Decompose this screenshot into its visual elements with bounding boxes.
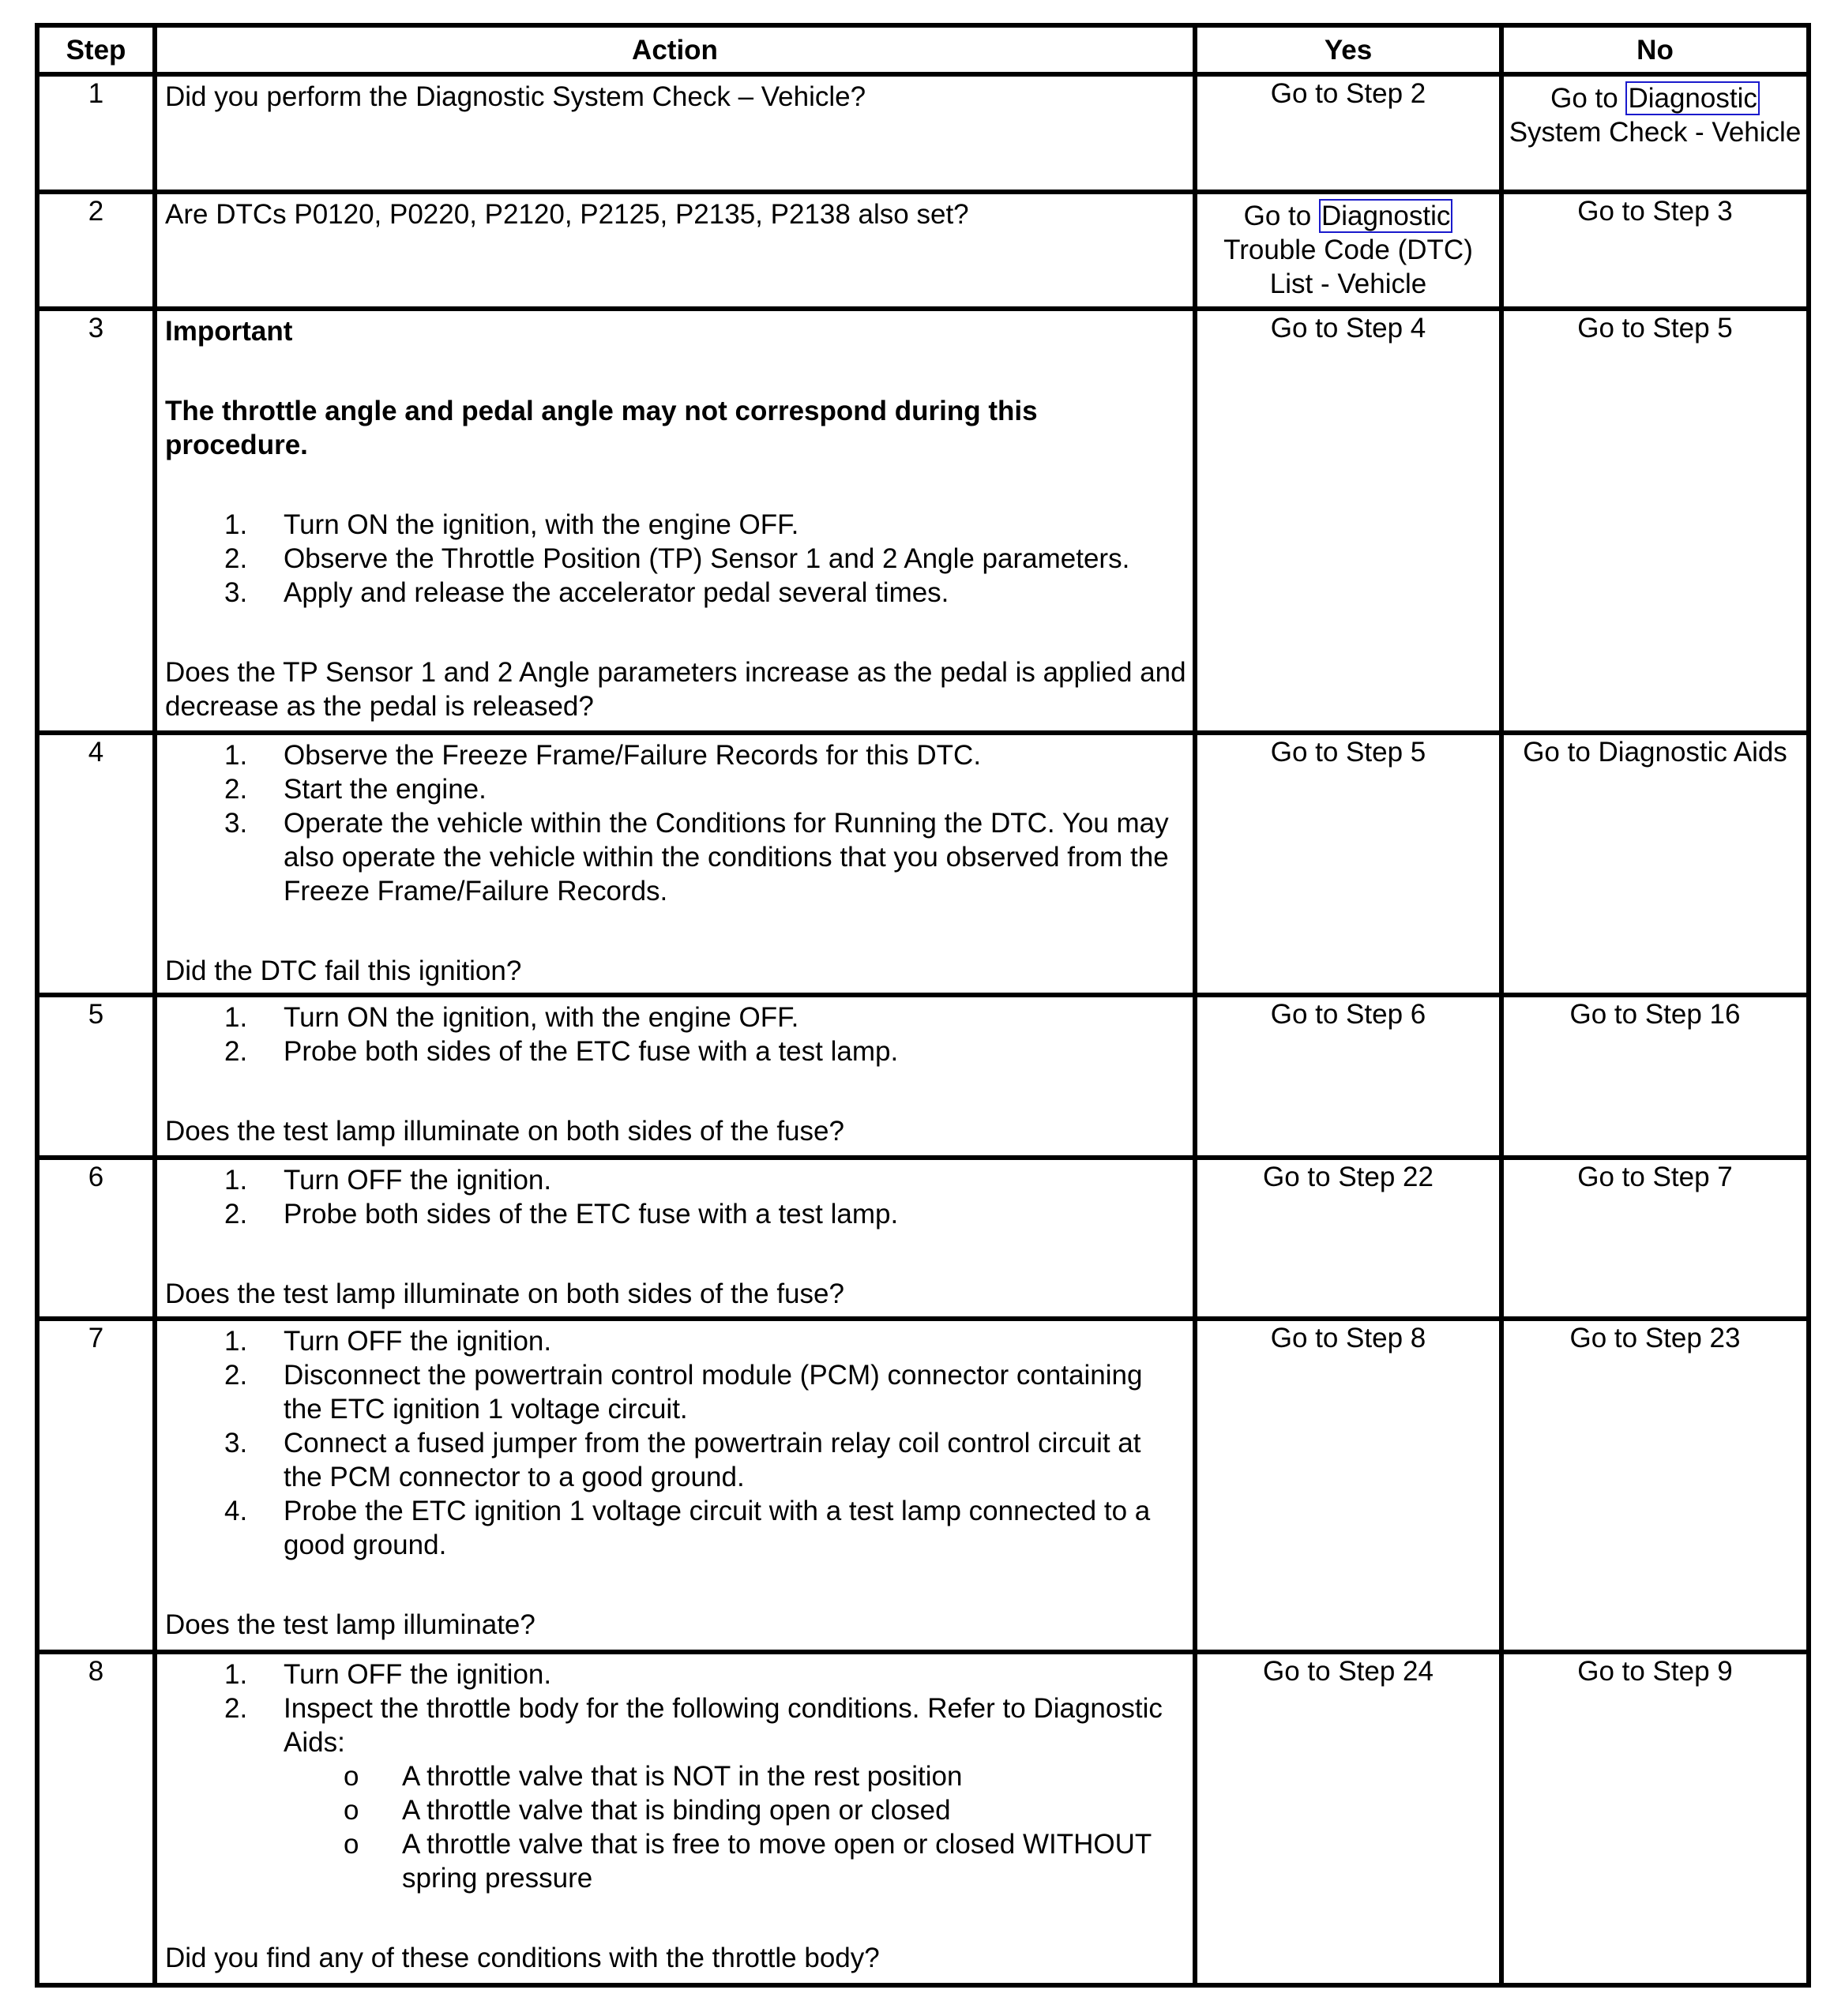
action-cell [155, 995, 1195, 1158]
yes-cell[interactable] [1195, 1158, 1501, 1319]
no-cell[interactable] [1501, 309, 1809, 733]
procedure-item: 1. Turn OFF the ignition. [224, 1326, 552, 1357]
no-cell: Go to Diagnostic System Check - Vehicle [1501, 74, 1809, 192]
header-action: Action [155, 25, 1195, 74]
step-number: 3 [37, 309, 155, 733]
no-cell[interactable] [1501, 733, 1809, 995]
condition-item: o A throttle valve that is free to move open or closed WITHOUT spring pressure [344, 1829, 1152, 1894]
yes-link[interactable]: Go to Step 5 [1270, 737, 1426, 768]
procedure-item: 2. Probe both sides of the ETC fuse with a test lamp. [224, 1199, 899, 1229]
question-text: Did the DTC fail this ignition? [165, 955, 522, 986]
question-text: Did you find any of these conditions with the throttle body? [165, 1943, 880, 1973]
no-cell[interactable] [1501, 1158, 1809, 1319]
yes-link[interactable]: Go to Step 24 [1263, 1656, 1434, 1687]
step-number: 5 [37, 995, 155, 1158]
step-number: 7 [37, 1319, 155, 1652]
procedure-item: 3. Apply and release the accelerator pedal several times. [224, 577, 949, 608]
procedure-item: 3. Connect a fused jumper from the powertrain relay coil control circuit at the PCM connector to a good ground. [224, 1428, 1141, 1492]
procedure-item: 2. Inspect the throttle body for the following conditions. Refer to Diagnostic Aids: [224, 1693, 1163, 1758]
action-cell [155, 192, 1195, 309]
no-link[interactable]: Go to Diagnostic Aids [1523, 737, 1787, 768]
procedure-item: 1. Turn ON the ignition, with the engine OFF. [224, 509, 799, 540]
condition-item: o A throttle valve that is NOT in the rest position [344, 1761, 963, 1792]
table-row [37, 733, 1809, 995]
header-row [37, 25, 1809, 74]
action-cell [155, 1319, 1195, 1652]
yes-cell: Go to Diagnostic Trouble Code (DTC) List - Vehicle [1195, 192, 1501, 309]
action-cell [155, 733, 1195, 995]
procedure-list [165, 738, 1186, 908]
header-step: Step [37, 25, 155, 74]
yes-cell[interactable] [1195, 1319, 1501, 1652]
circle-bullet-icon: o [344, 1829, 359, 1860]
no-cell[interactable] [1501, 192, 1809, 309]
yes-link[interactable]: Go to Step 2 [1270, 78, 1426, 109]
procedure-item: 2. Probe both sides of the ETC fuse with a test lamp. [224, 1036, 899, 1067]
question-text: Does the test lamp illuminate? [165, 1609, 535, 1640]
question-text: Does the TP Sensor 1 and 2 Angle parameters increase as the pedal is applied and decrease as the pedal is released? [165, 657, 1186, 722]
procedure-item: 3. Operate the vehicle within the Conditions for Running the DTC. You may also operate the vehicle within the conditions that you observed from the Freeze Frame/Failure Records. [224, 808, 1169, 907]
yes-link[interactable]: Go to Step 6 [1270, 999, 1426, 1030]
table-row [37, 192, 1809, 309]
yes-cell[interactable] [1195, 309, 1501, 733]
procedure-item: 1. Turn ON the ignition, with the engine OFF. [224, 1002, 799, 1033]
circle-bullet-icon: o [344, 1761, 359, 1792]
procedure-list [165, 1324, 1186, 1562]
step-number: 4 [37, 733, 155, 995]
yes-cell[interactable] [1195, 733, 1501, 995]
procedure-item: 1. Turn OFF the ignition. [224, 1659, 552, 1690]
header-no: No [1501, 25, 1809, 74]
diagnostic-system-check-link[interactable]: Diagnostic [1625, 81, 1759, 115]
dtc-list-link[interactable]: Diagnostic [1319, 199, 1452, 233]
action-cell [155, 1158, 1195, 1319]
yes-cell[interactable] [1195, 995, 1501, 1158]
no-cell[interactable] [1501, 995, 1809, 1158]
step-number: 1 [37, 74, 155, 192]
yes-link[interactable]: Go to Step 22 [1263, 1162, 1434, 1192]
table-row [37, 309, 1809, 733]
procedure-list [165, 1000, 1186, 1068]
procedure-item: 1. Observe the Freeze Frame/Failure Records for this DTC. [224, 740, 982, 771]
no-link[interactable]: Go to Step 7 [1577, 1162, 1733, 1192]
procedure-item: 1. Turn OFF the ignition. [224, 1165, 552, 1196]
procedure-item: 2. Start the engine. [224, 774, 487, 805]
no-link[interactable]: Go to Step 23 [1569, 1323, 1741, 1353]
table-row [37, 1158, 1809, 1319]
procedure-item: 2. Disconnect the powertrain control module (PCM) connector containing the ETC ignition 1 voltage circuit. [224, 1360, 1143, 1425]
question-text: Are DTCs P0120, P0220, P2120, P2125, P2135, P2138 also set? [165, 199, 969, 230]
important-label: Important [165, 316, 293, 347]
diagnostic-table [35, 23, 1811, 1988]
condition-list [165, 1759, 1186, 1895]
step-number: 6 [37, 1158, 155, 1319]
yes-cell[interactable] [1195, 74, 1501, 192]
action-cell [155, 1652, 1195, 1985]
procedure-item: 2. Observe the Throttle Position (TP) Sensor 1 and 2 Angle parameters. [224, 543, 1130, 574]
important-note: The throttle angle and pedal angle may not correspond during this procedure. [165, 396, 1038, 460]
step-number: 2 [37, 192, 155, 309]
no-link[interactable]: Go to Step 9 [1577, 1656, 1733, 1687]
procedure-list [165, 508, 1186, 610]
table-row [37, 1319, 1809, 1652]
table-row [37, 995, 1809, 1158]
question-text: Did you perform the Diagnostic System Check – Vehicle? [165, 81, 866, 112]
question-text: Does the test lamp illuminate on both sides of the fuse? [165, 1116, 844, 1147]
procedure-item: 4. Probe the ETC ignition 1 voltage circuit with a test lamp connected to a good ground. [224, 1496, 1151, 1560]
question-text: Does the test lamp illuminate on both sides of the fuse? [165, 1278, 844, 1309]
no-link[interactable]: Go to Step 16 [1569, 999, 1741, 1030]
step-number: 8 [37, 1652, 155, 1985]
table-row [37, 1652, 1809, 1985]
action-cell [155, 309, 1195, 733]
yes-cell[interactable] [1195, 1652, 1501, 1985]
procedure-list [165, 1657, 1186, 1759]
no-link[interactable]: Go to Step 5 [1577, 313, 1733, 344]
circle-bullet-icon: o [344, 1795, 359, 1826]
no-cell[interactable] [1501, 1319, 1809, 1652]
yes-link[interactable]: Go to Step 8 [1270, 1323, 1426, 1353]
procedure-list [165, 1163, 1186, 1231]
yes-link[interactable]: Go to Step 4 [1270, 313, 1426, 344]
no-cell[interactable] [1501, 1652, 1809, 1985]
action-cell [155, 74, 1195, 192]
table-row [37, 74, 1809, 192]
no-link[interactable]: Go to Step 3 [1577, 196, 1733, 227]
header-yes: Yes [1195, 25, 1501, 74]
condition-item: o A throttle valve that is binding open or closed [344, 1795, 951, 1826]
